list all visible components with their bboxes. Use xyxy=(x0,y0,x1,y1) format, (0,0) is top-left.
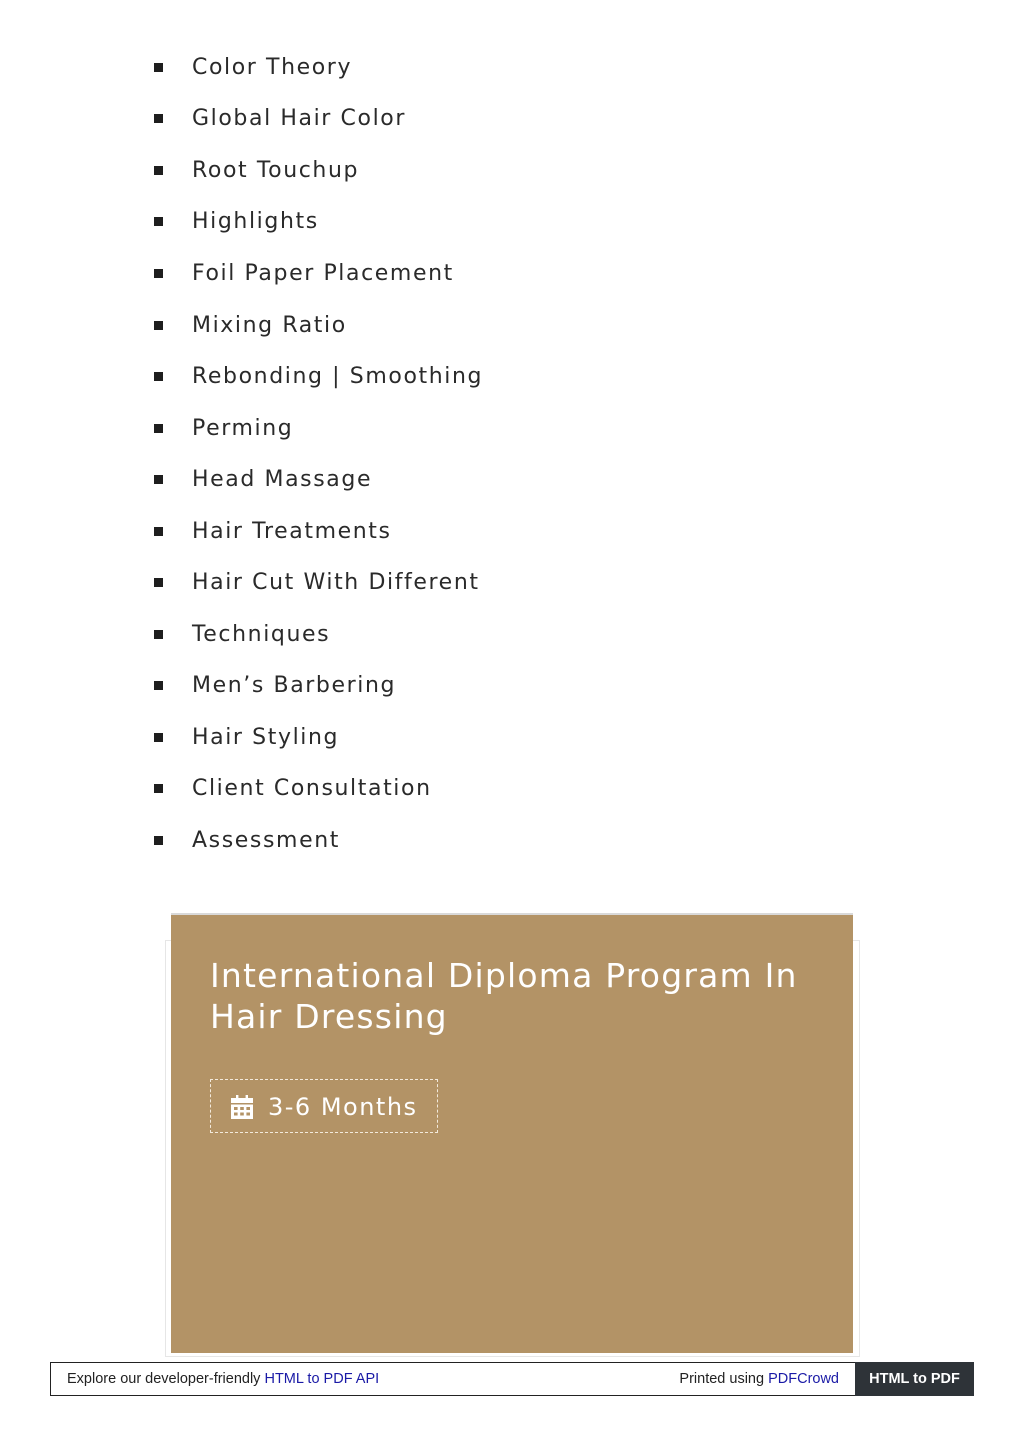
footer-explore-text: Explore our developer-friendly xyxy=(67,1371,265,1387)
topic-label: Men’s Barbering xyxy=(192,673,397,699)
topic-label: Assessment xyxy=(192,827,340,853)
topic-label: Highlights xyxy=(192,209,319,235)
square-bullet-icon xyxy=(154,733,163,742)
html-to-pdf-api-link[interactable]: HTML to PDF API xyxy=(264,1371,380,1387)
footer-explore xyxy=(67,1371,379,1387)
topic-label: Root Touchup xyxy=(192,157,360,183)
square-bullet-icon xyxy=(154,578,163,587)
duration-text: 3-6 Months xyxy=(268,1093,418,1121)
square-bullet-icon xyxy=(154,217,163,226)
topic-label: Global Hair Color xyxy=(192,106,406,132)
duration-badge xyxy=(210,1079,438,1133)
square-bullet-icon xyxy=(154,321,163,330)
topic-label: Rebonding | Smoothing xyxy=(192,364,484,390)
program-card[interactable] xyxy=(171,913,853,1353)
calendar-icon xyxy=(231,1095,253,1119)
topic-label: Foil Paper Placement xyxy=(192,260,454,286)
square-bullet-icon xyxy=(154,372,163,381)
square-bullet-icon xyxy=(154,784,163,793)
square-bullet-icon xyxy=(154,630,163,639)
footer-printed xyxy=(679,1371,839,1387)
topic-label: Perming xyxy=(192,415,294,441)
topic-label: Hair Styling xyxy=(192,724,340,750)
program-title: International Diploma Program In Hair Dressing xyxy=(210,956,798,1036)
square-bullet-icon xyxy=(154,63,163,72)
square-bullet-icon xyxy=(154,114,163,123)
square-bullet-icon xyxy=(154,269,163,278)
square-bullet-icon xyxy=(154,166,163,175)
footer-printed-text: Printed using xyxy=(679,1371,769,1387)
topic-label: Head Massage xyxy=(192,467,373,493)
topic-label: Techniques xyxy=(192,621,331,647)
topic-label: Hair Treatments xyxy=(192,518,392,544)
square-bullet-icon xyxy=(154,681,163,690)
square-bullet-icon xyxy=(154,475,163,484)
square-bullet-icon xyxy=(154,836,163,845)
pdfcrowd-footer xyxy=(50,1362,974,1396)
square-bullet-icon xyxy=(154,527,163,536)
topic-label: Hair Cut With Different xyxy=(192,570,480,596)
topic-label: Mixing Ratio xyxy=(192,312,347,338)
html-to-pdf-button[interactable]: HTML to PDF xyxy=(855,1362,974,1396)
topic-label: Client Consultation xyxy=(192,776,432,802)
topic-label: Color Theory xyxy=(192,54,353,80)
pdfcrowd-link[interactable]: PDFCrowd xyxy=(768,1371,839,1387)
square-bullet-icon xyxy=(154,424,163,433)
